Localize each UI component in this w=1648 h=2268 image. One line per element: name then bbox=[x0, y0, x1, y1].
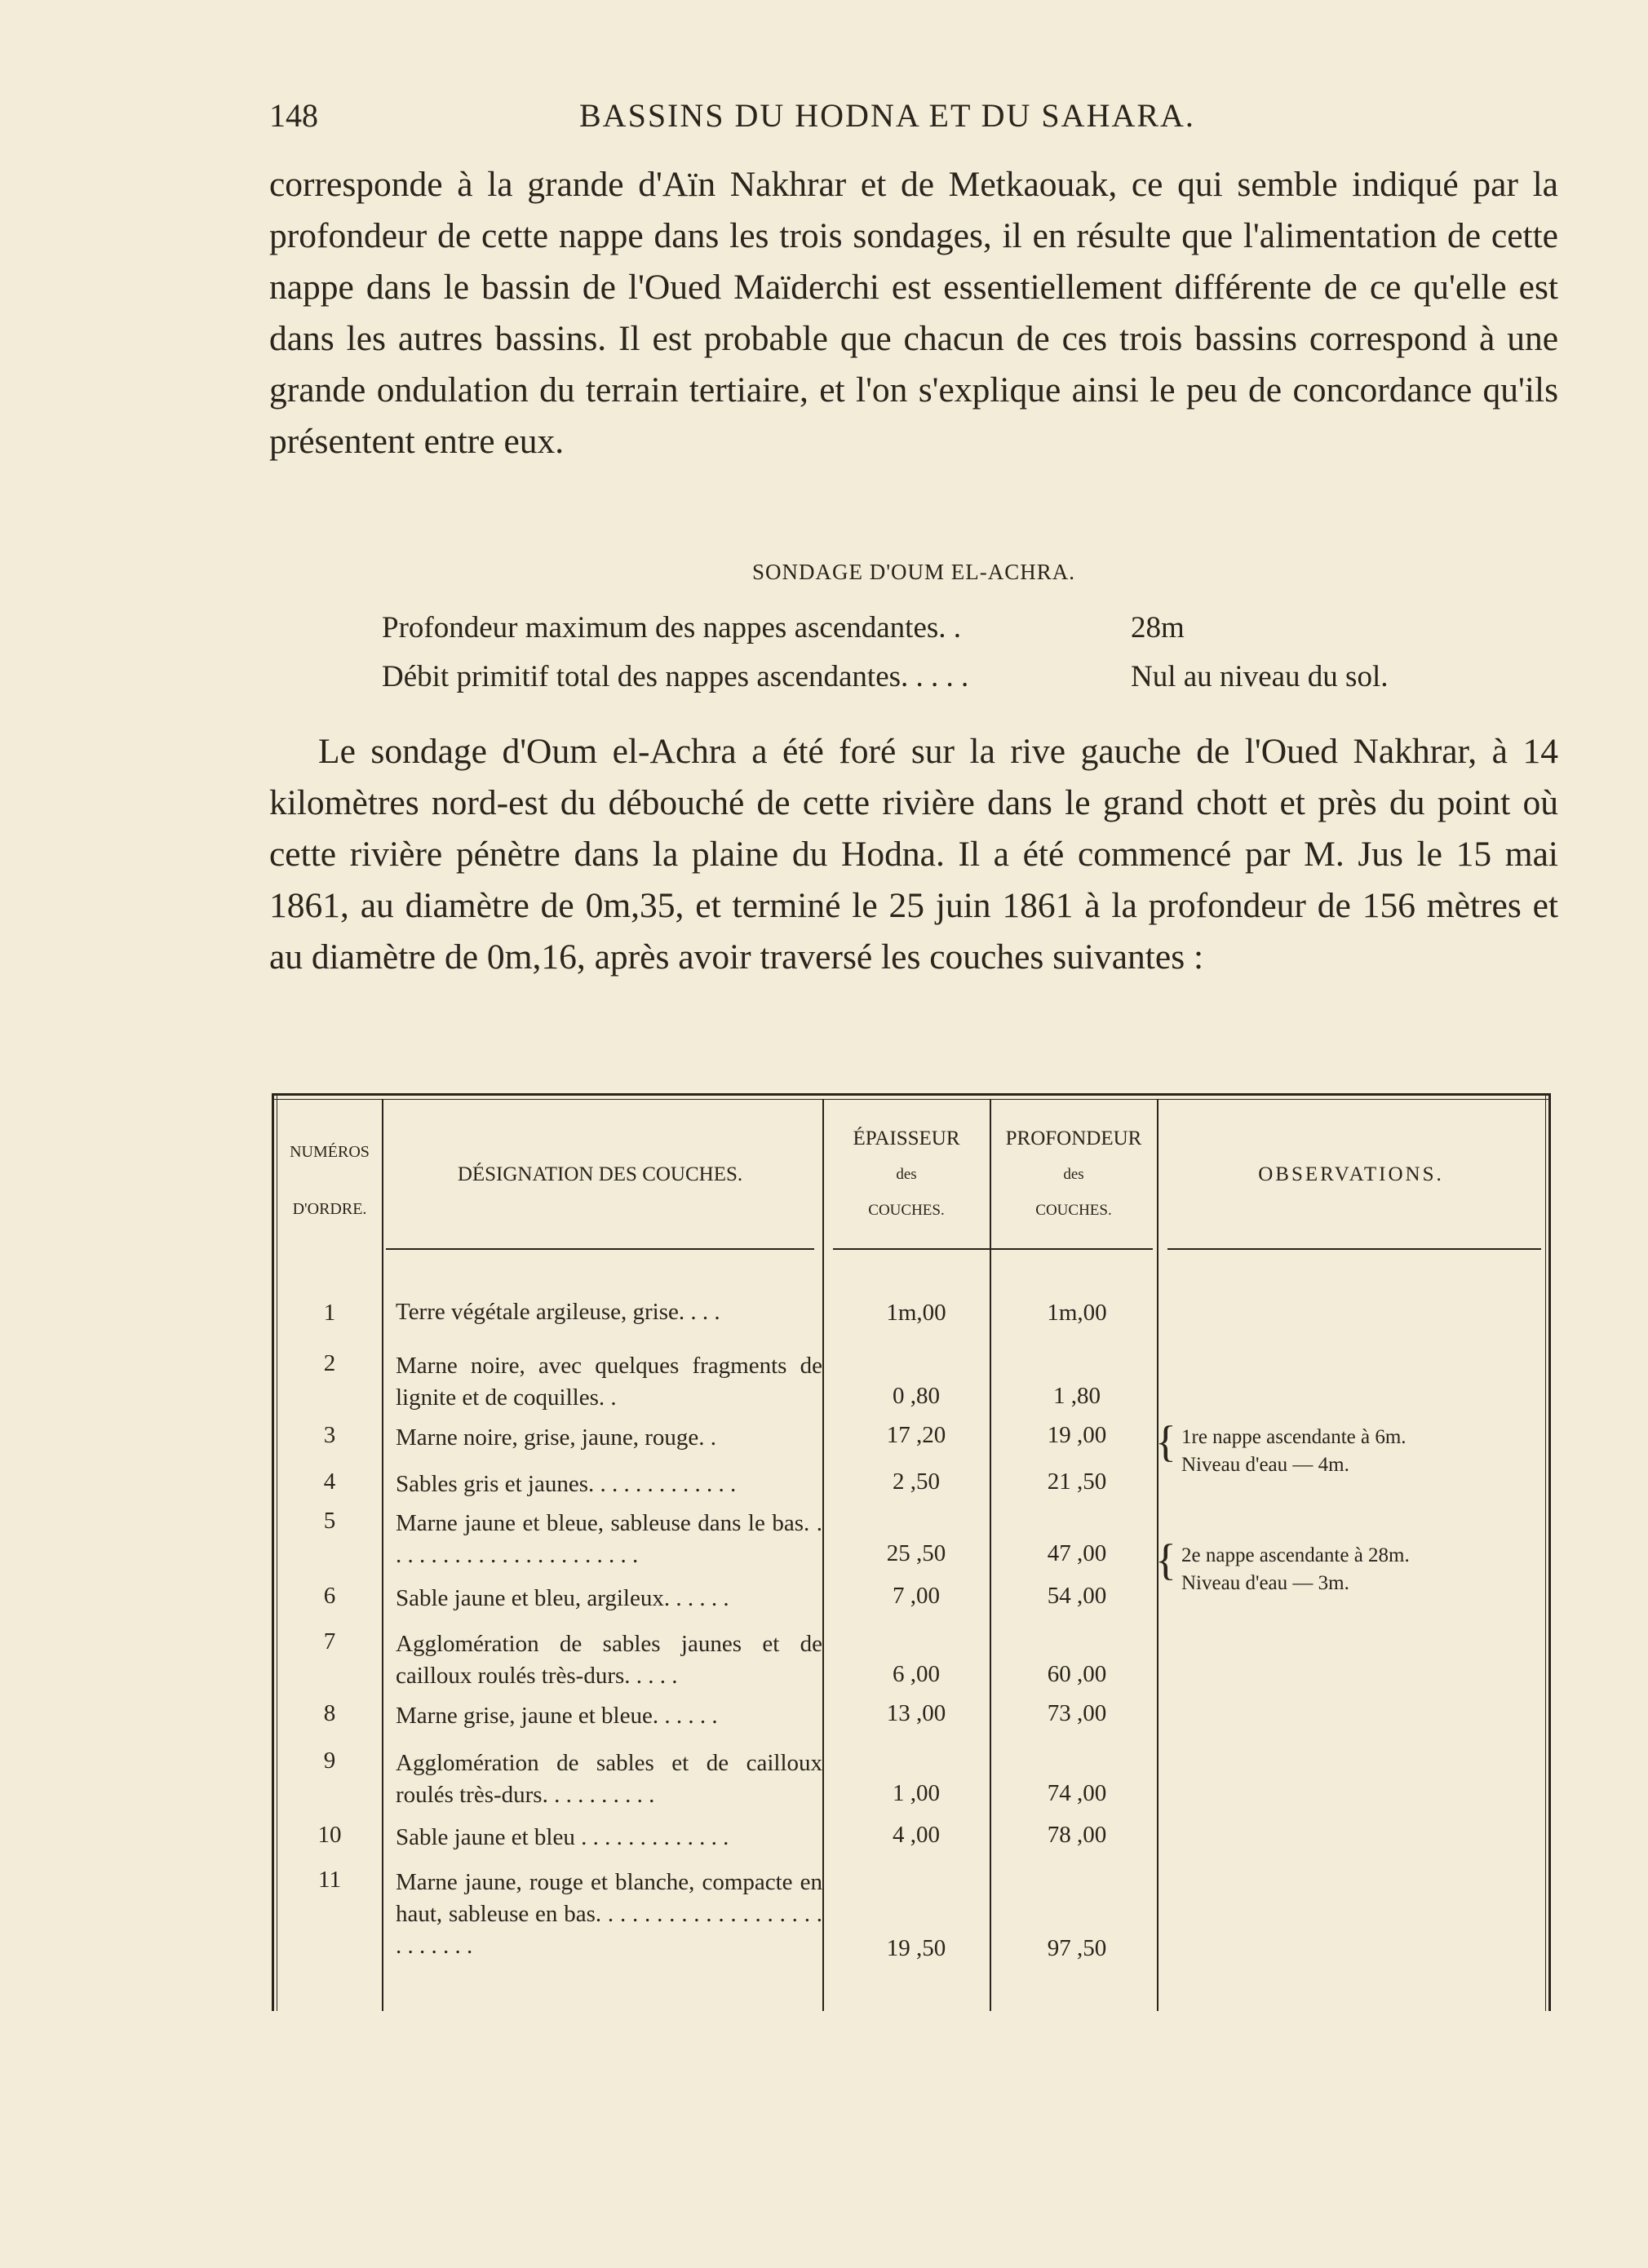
page-number: 148 bbox=[269, 97, 318, 134]
row-profondeur: 1m,00 bbox=[1047, 1300, 1107, 1326]
header-rule bbox=[833, 1248, 1153, 1250]
header-rule bbox=[1167, 1248, 1541, 1250]
row-epaisseur: 0 ,80 bbox=[893, 1383, 940, 1409]
row-number: 7 bbox=[323, 1628, 336, 1654]
row-number: 3 bbox=[323, 1422, 336, 1448]
header-epaisseur-line1: ÉPAISSEUR bbox=[853, 1127, 960, 1150]
row-profondeur: 97 ,50 bbox=[1047, 1935, 1107, 1961]
row-number: 1 bbox=[323, 1300, 336, 1326]
row-designation: Agglomération de sables et de cailloux roulés très-durs. . . . . . . . . . bbox=[396, 1750, 822, 1808]
row-number: 6 bbox=[323, 1583, 336, 1609]
observation-brace: { bbox=[1155, 1417, 1176, 1466]
spec-label: Débit primitif total des nappes ascendantes. . . . . bbox=[382, 660, 969, 693]
spec-value: 28m bbox=[1131, 611, 1185, 645]
row-profondeur: 74 ,00 bbox=[1047, 1780, 1107, 1806]
header-epaisseur bbox=[825, 1121, 988, 1229]
row-designation: Sable jaune et bleu, argileux. . . . . . bbox=[396, 1585, 729, 1611]
observation-text bbox=[1181, 1424, 1540, 1479]
row-number: 9 bbox=[323, 1748, 336, 1774]
header-observations: OBSERVATIONS. bbox=[1258, 1163, 1444, 1185]
row-profondeur: 47 ,00 bbox=[1047, 1540, 1107, 1566]
paragraph-sondage: Le sondage d'Oum el-Achra a été foré sur la rive gauche de l'Oued Nakhrar, à 14 kilomètres nord-est du débouché de cette rivière dans le grand chott et près du point où cette rivière pénètre dans la plaine du Hodna. Il a été commencé par M. Jus le 15 mai 1861, au diamètre de 0m,35, et terminé le 25 juin 1861 à la profondeur de 156 mètres et au diamètre de 0m,16, après avoir traversé les couches suivantes : bbox=[269, 732, 1558, 977]
row-epaisseur: 17 ,20 bbox=[886, 1422, 946, 1448]
header-designation: DÉSIGNATION DES COUCHES. bbox=[457, 1163, 743, 1185]
observation-line: 1re nappe ascendante à 6m. bbox=[1181, 1426, 1407, 1448]
row-designation: Marne noire, avec quelques fragments de lignite et de coquilles. . bbox=[396, 1353, 822, 1411]
paragraph-intro: corresponde à la grande d'Aïn Nakhrar et de Metkaouak, ce qui semble indiqué par la profondeur de cette nappe dans les trois sondages, il en résulte que l'alimentation de cette nappe dans le bassin de l'Oued Maïderchi est essentiellement différente de ce qu'elle est dans les autres bassins. Il est probable que chacun de ces trois bassins correspond à une grande ondulation du terrain tertiaire, et l'on s'explique ainsi le peu de concordance qu'ils présentent entre eux. bbox=[269, 165, 1558, 461]
header-profondeur-line1: PROFONDEUR bbox=[1005, 1127, 1142, 1150]
row-epaisseur: 25 ,50 bbox=[886, 1540, 946, 1566]
row-number: 10 bbox=[317, 1822, 342, 1848]
section-title: SONDAGE D'OUM EL-ACHRA. bbox=[751, 560, 1076, 584]
observation-brace: { bbox=[1155, 1535, 1176, 1584]
column-divider bbox=[382, 1100, 383, 2011]
row-designation: Terre végétale argileuse, grise. . . . bbox=[396, 1299, 720, 1325]
row-epaisseur: 19 ,50 bbox=[886, 1935, 946, 1961]
row-profondeur: 60 ,00 bbox=[1047, 1661, 1107, 1687]
row-profondeur: 78 ,00 bbox=[1047, 1822, 1107, 1848]
page-header bbox=[269, 96, 1558, 145]
header-epaisseur-line3: COUCHES. bbox=[868, 1202, 945, 1219]
running-title: BASSINS DU HODNA ET DU SAHARA. bbox=[579, 97, 1195, 134]
spec-label: Profondeur maximum des nappes ascendantes. . bbox=[382, 611, 962, 645]
row-epaisseur: 13 ,00 bbox=[886, 1700, 946, 1726]
observation-text bbox=[1181, 1542, 1540, 1597]
row-epaisseur: 1m,00 bbox=[886, 1300, 946, 1326]
row-designation: Sable jaune et bleu . . . . . . . . . . . . . bbox=[396, 1824, 729, 1850]
row-number: 2 bbox=[323, 1350, 336, 1376]
strata-table bbox=[272, 1093, 1551, 2011]
observation-line: Niveau d'eau — 3m. bbox=[1181, 1572, 1349, 1594]
observation-line: 2e nappe ascendante à 28m. bbox=[1181, 1544, 1410, 1566]
row-designation: Sables gris et jaunes. . . . . . . . . . . . . bbox=[396, 1471, 737, 1497]
row-designation: Marne noire, grise, jaune, rouge. . bbox=[396, 1424, 716, 1451]
row-number: 5 bbox=[323, 1508, 336, 1534]
row-epaisseur: 7 ,00 bbox=[893, 1583, 940, 1609]
row-epaisseur: 4 ,00 bbox=[893, 1822, 940, 1848]
header-rule bbox=[386, 1248, 814, 1250]
row-profondeur: 19 ,00 bbox=[1047, 1422, 1107, 1448]
row-profondeur: 73 ,00 bbox=[1047, 1700, 1107, 1726]
row-number: 4 bbox=[323, 1468, 336, 1495]
header-profondeur bbox=[991, 1121, 1156, 1229]
row-epaisseur: 1 ,00 bbox=[893, 1780, 940, 1806]
column-divider bbox=[822, 1100, 824, 2011]
header-numero bbox=[280, 1134, 379, 1227]
row-designation: Marne grise, jaune et bleue. . . . . . bbox=[396, 1703, 718, 1729]
row-number: 8 bbox=[323, 1700, 336, 1726]
table-top-border bbox=[272, 1093, 1551, 1100]
observation-line: Niveau d'eau — 4m. bbox=[1181, 1454, 1349, 1476]
row-profondeur: 1 ,80 bbox=[1053, 1383, 1101, 1409]
row-profondeur: 21 ,50 bbox=[1047, 1468, 1107, 1495]
header-numero-line1: NUMÉROS bbox=[290, 1143, 370, 1161]
table-right-border bbox=[1545, 1093, 1551, 2011]
spec-value: Nul au niveau du sol. bbox=[1131, 660, 1389, 693]
row-designation: Marne jaune et bleue, sableuse dans le bas. . . . . . . . . . . . . . . . . . . . . . . bbox=[396, 1510, 822, 1568]
row-number: 11 bbox=[318, 1867, 341, 1893]
header-profondeur-line2: des bbox=[1063, 1166, 1084, 1183]
header-epaisseur-line2: des bbox=[896, 1166, 917, 1183]
row-epaisseur: 2 ,50 bbox=[893, 1468, 940, 1495]
table-left-border bbox=[272, 1093, 277, 2011]
row-designation: Agglomération de sables jaunes et de cailloux roulés très-durs. . . . . bbox=[396, 1631, 822, 1689]
row-designation: Marne jaune, rouge et blanche, compacte en haut, sableuse en bas. . . . . . . . . . . . . . . . . . . . . . . . . . bbox=[396, 1869, 822, 1959]
header-profondeur-line3: COUCHES. bbox=[1035, 1202, 1112, 1219]
row-epaisseur: 6 ,00 bbox=[893, 1661, 940, 1687]
header-numero-line2: D'ORDRE. bbox=[292, 1200, 367, 1218]
row-profondeur: 54 ,00 bbox=[1047, 1583, 1107, 1609]
